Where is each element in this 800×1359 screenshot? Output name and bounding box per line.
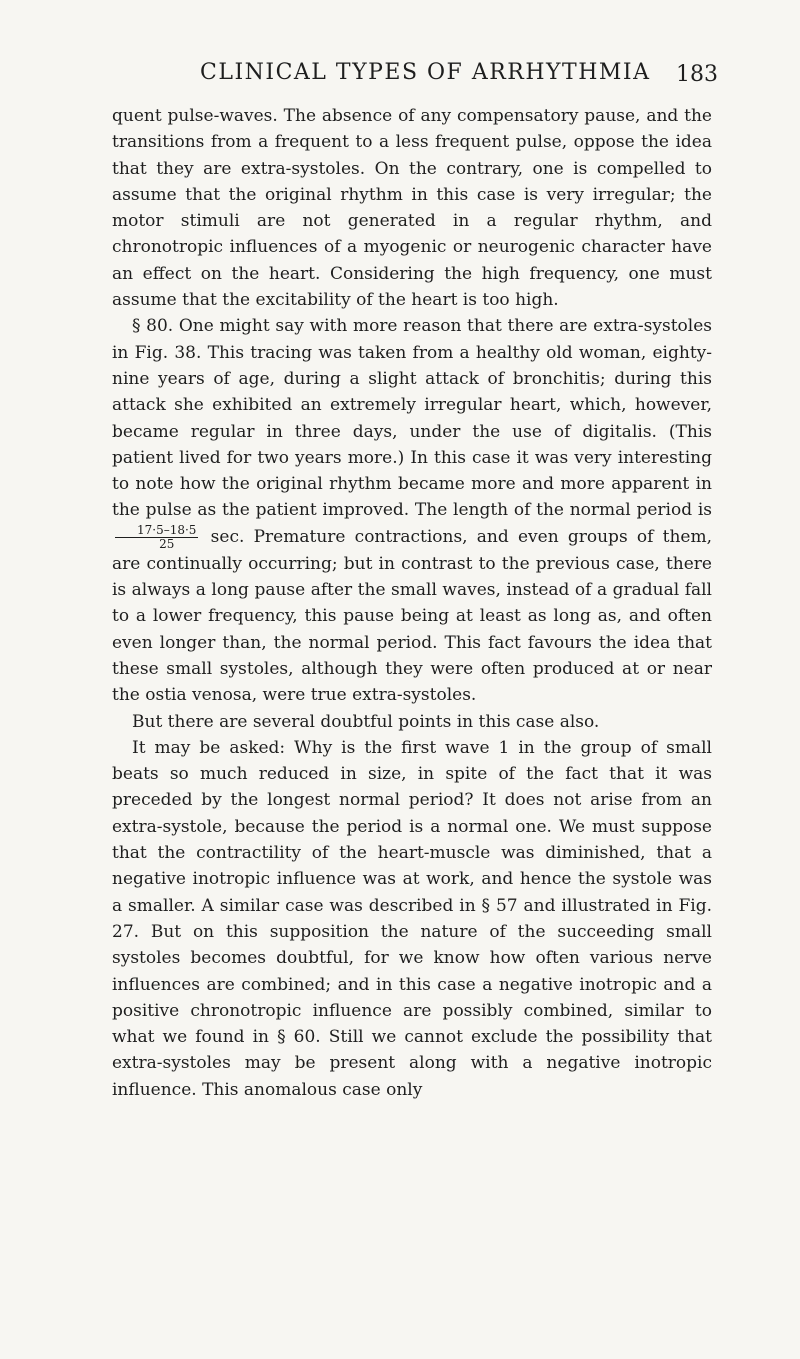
paragraph-2-text-before: § 80. One might say with more reason that there are extra-systoles in Fig. 38. This tracing was taken from a healthy old woman, eighty-nine years of age, during a slight attack of bronchitis; during this attack she exhibited an extremely irregular heart, which, however, became regular in three days, under the use of digitalis. (This patient lived for two years more.) In this case it was very interesting to note how the original rhythm became more and more apparent in the pulse as the patient improved. The length of the normal period is: [112, 316, 712, 521]
paragraph-1: quent pulse-waves. The absence of any compensatory pause, and the transitions from a frequent to a less frequent pulse, oppose the idea that they are extra-systoles. On the contrary, one is compelled to assume that the original rhythm in this case is very irregular; the motor stimuli are not generated in a regular rhythm, and chronotropic influences of a myogenic or neurogenic character have an effect on the heart. Considering the high frequency, one must assume that the excitability of the heart is too high.: [112, 106, 712, 311]
paragraph-4: It may be asked: Why is the first wave 1 in the group of small beats so much reduced in size, in spite of the fact that it was preceded by the longest normal period? It does not arise from an extra-systole, because the period is a normal one. We must suppose that the contractility of the heart-muscle was diminished, that a negative inotropic influence was at work, and hence the systole was a smaller. A similar case was described in § 57 and illustrated in Fig. 27. But on this supposition the nature of the succeeding small systoles becomes doubtful, for we know how often various nerve influences are combined; and in this case a negative inotropic and a positive chronotropic influence are possibly combined, similar to what we found in § 60. Still we cannot exclude the possibility that extra-systoles may be present along with a negative inotropic influence. This anomalous case only: [112, 737, 712, 1100]
page-number: 183: [676, 62, 718, 87]
running-title: CLINICAL TYPES OF ARRHYTHMIA: [200, 60, 651, 85]
paragraph-3: But there are several doubtful points in this case also.: [132, 711, 600, 732]
body-text: [112, 103, 712, 1103]
period-fraction: [115, 524, 198, 551]
fraction-numerator: 17·5–18·5: [115, 524, 198, 538]
paragraph-2: [112, 313, 712, 708]
fraction-denominator: 25: [159, 536, 175, 551]
running-head: [0, 60, 800, 90]
paragraph-2-text-after: sec. Premature contractions, and even groups of them, are continually occurring; but in contrast to the previous case, there is always a long pause after the small waves, instead of a gradual fall to a lower frequency, this pause being at least as long as, and often even longer than, the normal period. This fact favours the idea that these small systoles, although they were often produced at or near the ostia venosa, were true extra-systoles.: [112, 526, 713, 706]
